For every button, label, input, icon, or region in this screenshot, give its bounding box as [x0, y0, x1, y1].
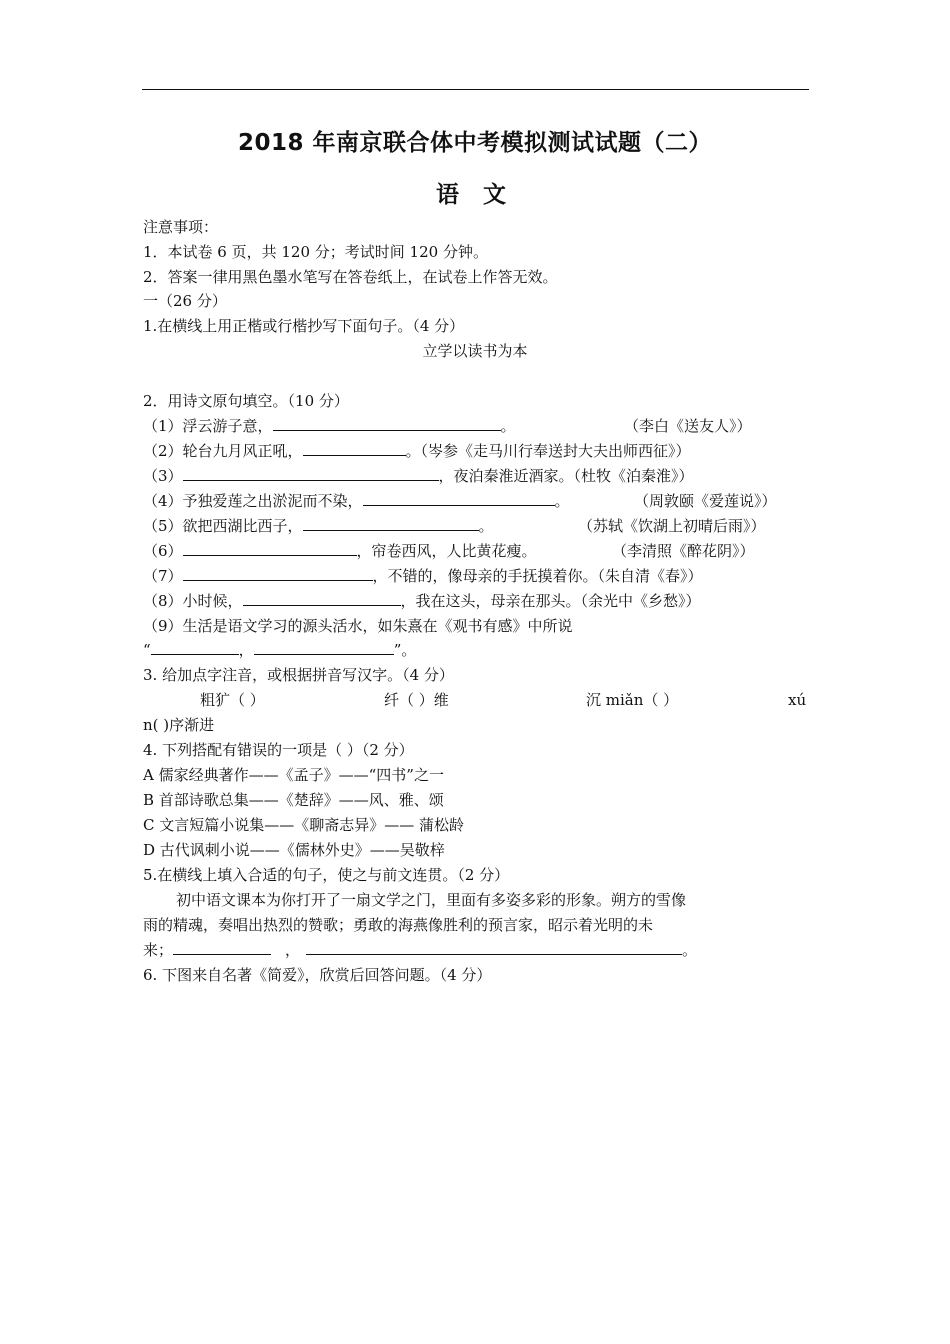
- item-source: （周敦颐《爱莲说》）: [634, 492, 777, 510]
- quote-open: “: [143, 641, 151, 659]
- item-text: ，帘卷西风，人比黄花瘦。: [356, 542, 537, 560]
- notes-item: 1．本试卷 6 页，共 120 分；考试时间 120 分钟。: [143, 243, 488, 261]
- item-text: 。: [682, 941, 698, 959]
- fill-item-6: [143, 541, 537, 561]
- option-a: A 儒家经典著作——《孟子》——“四书”之一: [143, 766, 444, 784]
- pinyin-item-2: 纤（ ）维: [384, 691, 449, 709]
- item-source: （李清照《醉花阴》）: [612, 542, 755, 560]
- q5-paragraph-line: 雨的精魂，奏唱出热烈的赞歌；勇敢的海燕像胜利的预言家，昭示着光明的未: [143, 916, 654, 934]
- item-text: （5）欲把西湖比西子，: [143, 517, 303, 535]
- fill-item-1: [143, 416, 516, 436]
- fill-item-2: [143, 441, 691, 461]
- answer-blank[interactable]: [306, 940, 682, 955]
- q5-paragraph-line: [143, 940, 697, 960]
- question-6: 6. 下图来自名著《简爱》，欣赏后回答问题。（4 分）: [143, 966, 492, 984]
- answer-blank[interactable]: [173, 940, 271, 955]
- copy-sentence: 立学以读书为本: [422, 342, 528, 360]
- item-text: （4）予独爱莲之出淤泥而不染，: [143, 492, 363, 510]
- answer-blank[interactable]: [183, 566, 373, 581]
- fill-item-3: [143, 466, 694, 486]
- question-4: 4. 下列搭配有错误的一项是（ ）（2 分）: [143, 741, 414, 759]
- item-text: ，不错的，像母亲的手抚摸着你。（朱自清《春》）: [372, 567, 703, 585]
- answer-blank[interactable]: [183, 466, 439, 481]
- fill-item-9: （9）生活是语文学习的源头活水，如朱熹在《观书有感》中所说: [143, 617, 573, 635]
- fill-item-4: [143, 491, 570, 511]
- header-rule: [142, 89, 809, 90]
- pinyin-item-4: xú: [788, 691, 807, 709]
- notes-heading: 注意事项：: [143, 218, 219, 236]
- answer-blank[interactable]: [254, 640, 394, 655]
- answer-blank[interactable]: [243, 591, 401, 606]
- item-text: 。: [500, 417, 516, 435]
- answer-blank[interactable]: [273, 416, 501, 431]
- item-text: （7）: [143, 567, 183, 585]
- question-2: 2．用诗文原句填空。（10 分）: [143, 392, 349, 410]
- item-text: ，: [285, 941, 301, 959]
- fill-item-7: [143, 566, 703, 586]
- question-3: 3. 给加点字注音，或根据拼音写汉字。（4 分）: [143, 666, 454, 684]
- item-text: ，我在这头，母亲在那头。（余光中《乡愁》）: [400, 592, 701, 610]
- answer-blank[interactable]: [363, 491, 555, 506]
- subject-title: 语 文: [435, 182, 514, 208]
- answer-blank[interactable]: [303, 516, 479, 531]
- item-text: （6）: [143, 542, 183, 560]
- item-text: 来；: [143, 941, 174, 959]
- option-d: D 古代讽刺小说——《儒林外史》——吴敬梓: [143, 841, 445, 859]
- question-5: 5.在横线上填入合适的句子，使之与前文连贯。（2 分）: [143, 866, 510, 884]
- section-heading: 一（26 分）: [143, 292, 227, 310]
- fill-item-9-blanks: [143, 640, 416, 660]
- item-source: （李白《送友人》）: [624, 417, 752, 435]
- item-source: （苏轼《饮湖上初晴后雨》）: [578, 517, 766, 535]
- item-text: 。（岑参《走马川行奉送封大夫出师西征》）: [405, 442, 691, 460]
- item-text: ，夜泊秦淮近酒家。（杜牧《泊秦淮》）: [438, 467, 694, 485]
- comma: ，: [238, 641, 254, 659]
- option-b: B 首部诗歌总集——《楚辞》——风、雅、颂: [143, 791, 444, 809]
- question-1: 1.在横线上用正楷或行楷抄写下面句子。（4 分）: [143, 317, 465, 335]
- pinyin-item-4-cont: n( )序渐进: [143, 716, 215, 734]
- quote-close: ”。: [393, 641, 417, 659]
- item-text: 。: [554, 492, 570, 510]
- answer-blank[interactable]: [151, 640, 239, 655]
- item-text: （2）轮台九月风正吼，: [143, 442, 303, 460]
- fill-item-8: [143, 591, 701, 611]
- item-text: 。: [478, 517, 494, 535]
- pinyin-item-3: 沉 miǎn（ ）: [586, 691, 679, 709]
- answer-blank[interactable]: [303, 441, 406, 456]
- fill-item-5: [143, 516, 494, 536]
- q5-paragraph-line: 初中语文课本为你打开了一扇文学之门，里面有多姿多彩的形象。朔方的雪像: [176, 891, 687, 909]
- answer-blank[interactable]: [183, 541, 357, 556]
- exam-title: 2018 年南京联合体中考模拟测试试题（二）: [237, 130, 713, 156]
- pinyin-item-1: 粗犷（ ）: [200, 691, 265, 709]
- notes-item: 2．答案一律用黑色墨水笔写在答卷纸上，在试卷上作答无效。: [143, 268, 558, 286]
- item-text: （8）小时候，: [143, 592, 243, 610]
- option-c: C 文言短篇小说集——《聊斋志异》—— 蒲松龄: [143, 816, 465, 834]
- item-text: （1）浮云游子意，: [143, 417, 273, 435]
- item-text: （3）: [143, 467, 183, 485]
